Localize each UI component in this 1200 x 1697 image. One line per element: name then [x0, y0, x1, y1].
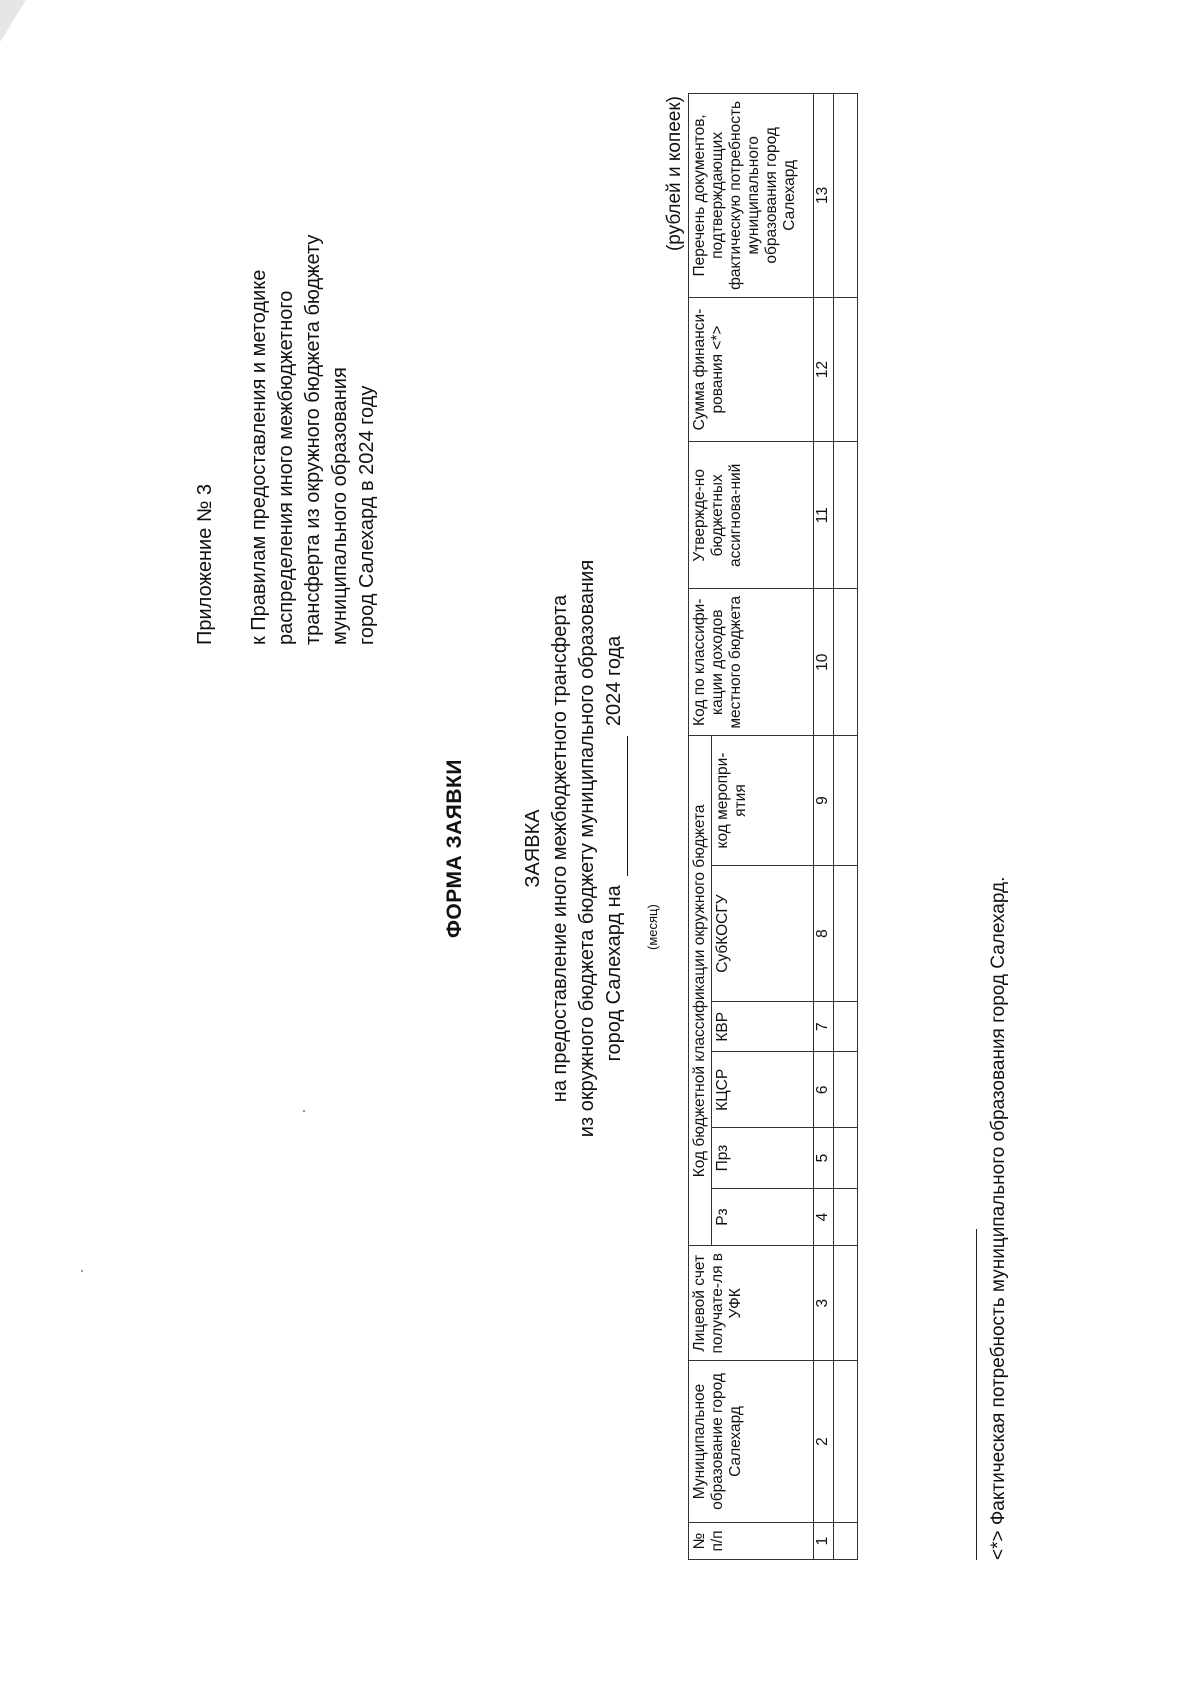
header-cell: Прз	[712, 1128, 814, 1188]
column-number: 9	[814, 736, 834, 866]
request-line-month	[601, 0, 628, 1697]
table-cell	[834, 442, 858, 589]
header-cell: Рз	[712, 1188, 814, 1246]
table-cell	[834, 1522, 858, 1559]
table-cell	[834, 589, 858, 736]
header-cell: Лицевой счет получате-ля в УФК	[689, 1246, 814, 1361]
header-cell: Перечень документов, подтверждающих фактическую потребность муниципального образования город Салехард	[689, 94, 814, 298]
request-line-suffix: 2024 года	[603, 635, 625, 727]
column-number: 2	[814, 1361, 834, 1523]
footnote: <*> Фактическая потребность муниципального образования город Салехард.	[988, 876, 1009, 1560]
column-number: 10	[814, 589, 834, 736]
column-number: 13	[814, 94, 834, 298]
header-cell: Утвержде-но бюджетных ассигнова-ний	[689, 442, 814, 589]
request-line: на предоставление иного межбюджетного трансферта	[549, 594, 571, 1103]
form-title: ФОРМА ЗАЯВКИ	[443, 759, 466, 938]
table-header-row	[689, 94, 712, 1560]
header-cell: КВР	[712, 1002, 814, 1052]
request-heading	[520, 0, 628, 1697]
table-cell	[834, 1188, 858, 1246]
column-number: 1	[814, 1522, 834, 1559]
header-cell: Сумма финанси-рования <*>	[689, 297, 814, 442]
table-cell	[834, 736, 858, 866]
month-blank-line	[607, 736, 628, 876]
header-cell: СубКОСГУ	[712, 865, 814, 1002]
column-number: 5	[814, 1128, 834, 1188]
footnote-separator	[976, 1229, 977, 1560]
request-line-prefix: город Салехард на	[603, 885, 625, 1062]
column-number-row	[814, 94, 834, 1560]
appendix-number: Приложение № 3	[194, 484, 216, 645]
appendix-line: распределения иного межбюджетного	[275, 290, 297, 645]
column-number: 12	[814, 297, 834, 442]
header-cell: Код по классифи-кации доходов местного бюджета	[689, 589, 814, 736]
table-cell	[834, 1052, 858, 1128]
appendix-line: трансферта из окружного бюджета бюджету	[302, 234, 324, 645]
appendix-line: город Салехард в 2024 году	[356, 385, 378, 645]
month-caption: (месяц)	[645, 904, 660, 950]
header-cell: КЦСР	[712, 1052, 814, 1128]
header-cell: код меропри-ятия	[712, 736, 814, 866]
header-group-cell: Код бюджетной классификации окружного бюджета	[689, 736, 712, 1246]
table-cell	[834, 94, 858, 298]
appendix-line: муниципального образования	[329, 367, 351, 645]
column-number: 6	[814, 1052, 834, 1128]
column-number: 7	[814, 1002, 834, 1052]
table-cell	[834, 1002, 858, 1052]
table-cell	[834, 297, 858, 442]
table-cell	[834, 865, 858, 1002]
appendix-line: к Правилам предоставления и методике	[248, 269, 270, 645]
table-cell	[834, 1246, 858, 1361]
header-cell: № п/п	[689, 1522, 814, 1559]
request-line: из окружного бюджета бюджету муниципального образования	[576, 559, 598, 1138]
header-cell: Муниципальное образование город Салехард	[689, 1361, 814, 1523]
column-number: 11	[814, 442, 834, 589]
table-cell	[834, 1361, 858, 1523]
request-title: ЗАЯВКА	[522, 809, 544, 888]
table-row	[834, 94, 858, 1560]
column-number: 8	[814, 865, 834, 1002]
column-number: 4	[814, 1188, 834, 1246]
appendix-block	[192, 235, 381, 645]
table-cell	[834, 1128, 858, 1188]
units-label: (рублей и копеек)	[664, 96, 685, 252]
request-table	[688, 93, 858, 1560]
column-number: 3	[814, 1246, 834, 1361]
